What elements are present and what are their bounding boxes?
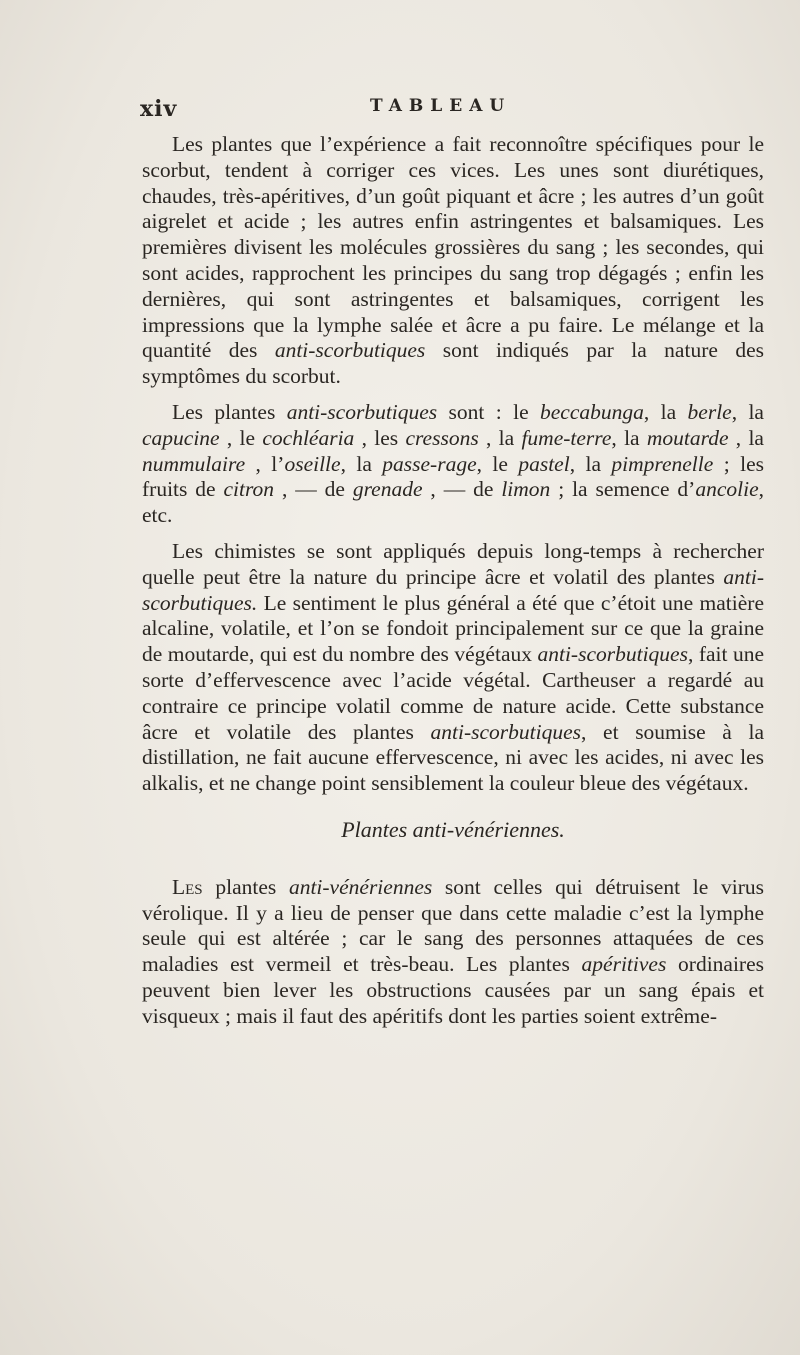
text-run: , etc. <box>142 477 764 528</box>
italic-term: moutarde <box>646 425 729 450</box>
text-run: , la <box>340 451 383 476</box>
italic-term: berle <box>687 399 732 424</box>
text-run: , et soumise à la distillation, ne fait aucune effervescence, ni avec les acides, ni avec les alkalis, et ne change point sensiblement la couleur bleue des végétaux. <box>142 719 764 796</box>
italic-term: beccabunga <box>540 399 644 424</box>
paragraph-antivenereal <box>142 875 764 1030</box>
running-title: TABLEAU <box>370 96 512 116</box>
text-run: Les plantes <box>172 399 287 424</box>
page-header <box>140 96 750 126</box>
italic-term: nummulaire <box>142 451 246 476</box>
italic-term: apéritives <box>581 952 667 977</box>
body-text <box>142 126 764 1040</box>
text-run: sont celles qui détruisent le virus vérolique. Il y a lieu de penser que dans cette maladie c’est la lymphe seule qui est altérée ; car le sang des personnes attaquées de ces maladies est vermeil et très-beau. Les plantes <box>142 874 764 977</box>
lead-word: Les <box>172 874 203 899</box>
paragraph-text: sont indiqués par la nature des symptômes du scorbut. <box>142 338 765 389</box>
italic-term: passe-rage <box>382 451 477 476</box>
text-run: Les chimistes se sont appliqués depuis long-temps à rechercher quelle peut être la nature du principe âcre et volatil des plantes <box>142 538 764 589</box>
text-run: Le sentiment le plus général a été que c’étoit une matière alcaline, volatile, et l’on se fondoit principalement sur ce que la graine de moutarde, qui est du nombre des végétaux <box>142 590 764 667</box>
italic-term: oseille <box>284 451 341 476</box>
paragraph-plant-list <box>142 400 764 529</box>
italic-term: capucine <box>142 425 220 450</box>
italic-term: anti-scorbutiques <box>430 719 582 744</box>
text-run: sont : le <box>437 399 540 424</box>
text-run: , le <box>476 451 519 476</box>
text-run: , la <box>478 425 522 450</box>
italic-term: citron <box>223 477 275 502</box>
paragraph-chemists <box>142 539 764 797</box>
paragraph-text: Les plantes que l’expérience a fait reconnoître spécifiques pour le scorbut, tendent à corriger ces vices. Les unes sont diurétiques, chaudes, très-apéritives, d’un goût piquant et âcre ; les autres d’un goût aigrelet et acide ; les autres enfin astringentes et balsamiques. Les premières divisent les molécules grossières du sang ; les secondes, qui sont acides, rapprochent les principes du sang trop dégagés ; enfin les dernières, qui sont astringentes et balsamiques, corrigent les impressions que la lymphe salée et âcre a pu faire. Le mélange et la quantité des <box>142 132 764 363</box>
text-run: , — de <box>274 477 353 502</box>
italic-term: cochléaria <box>262 425 355 450</box>
page-number: xiv <box>140 96 178 122</box>
italic-term: anti-scorbutiques. <box>142 564 764 615</box>
text-run: , l’ <box>245 451 285 476</box>
italic-term: limon <box>501 477 551 502</box>
text-run: , la <box>731 399 764 424</box>
text-run: , la <box>569 451 612 476</box>
italic-term: anti-scorbutiques <box>537 642 688 667</box>
italic-term: grenade <box>352 477 423 502</box>
paragraph-scorbut <box>142 132 764 390</box>
text-run: , le <box>219 425 263 450</box>
text-run: , — de <box>422 477 502 502</box>
text-run: plantes <box>202 874 289 899</box>
text-run: ordinaires peuvent bien lever les obstructions causées par un sang épais et visqueux ; mais il faut des apéritifs dont les parties soient extrême- <box>142 952 765 1028</box>
section-heading: Plantes anti-vénériennes. <box>341 816 565 842</box>
text-run: , la <box>728 425 764 450</box>
text-run: , les <box>354 425 406 450</box>
italic-term: anti-scorbutiques <box>286 399 438 424</box>
italic-term: cressons <box>405 425 479 450</box>
italic-term: fume-terre <box>521 425 612 450</box>
text-run: , fait une sorte d’effervescence avec l’acide végétal. Cartheuser a regardé au contraire ce principe volatil comme de nature acide. Cette substance âcre et volatile des plantes <box>142 642 764 744</box>
text-run: ; les fruits de <box>142 451 764 502</box>
italic-term: pastel <box>518 451 570 476</box>
italic-term: anti-scorbutiques <box>274 338 426 363</box>
text-run: , la <box>643 399 688 424</box>
italic-term: anti-vénériennes <box>288 874 433 899</box>
italic-term: ancolie <box>695 477 759 502</box>
text-run: ; la semence d’ <box>550 477 696 502</box>
text-run: , la <box>611 425 647 450</box>
italic-term: pimprenelle <box>611 451 714 476</box>
